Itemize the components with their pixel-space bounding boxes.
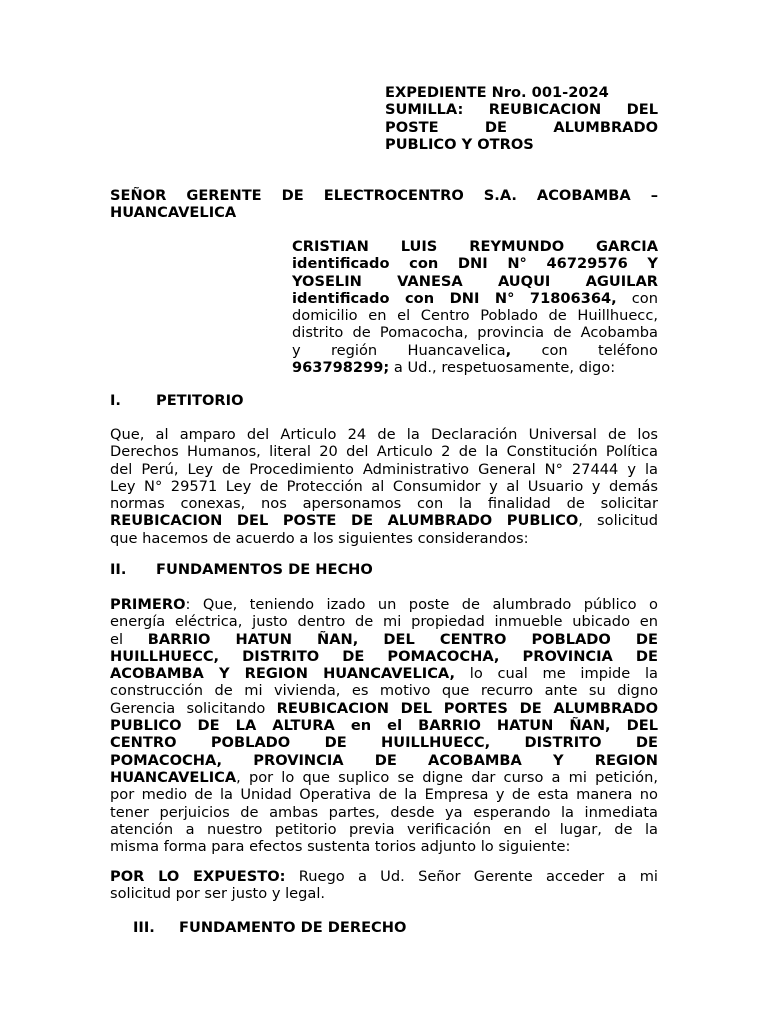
paragraph-line: del Perú, Ley de Procedimiento Administrativo General N° 27444 y la: [110, 460, 658, 478]
phone-number: 963798299;: [292, 359, 390, 377]
paragraph-line: [110, 665, 658, 682]
paragraph-line: tener perjuicios de ambas partes, desde ya esperando la inmediata: [110, 803, 658, 821]
petitioner-name: YOSELIN VANESA AUQUI AGUILAR: [292, 272, 658, 290]
paragraph-line: [110, 631, 658, 648]
petitioner-dni-line: [292, 290, 658, 307]
expuesto-paragraph: [110, 868, 658, 903]
expediente-number: EXPEDIENTE Nro. 001-2024: [385, 84, 609, 101]
paragraph-line: atención a nuestro petitorio previa verificación en el lugar, de la: [110, 820, 658, 838]
paragraph-line: solicitud por ser justo y legal.: [110, 885, 326, 903]
paragraph-line: PUBLICO DE LA ALTURA en el BARRIO HATUN ÑAN, DEL: [110, 717, 658, 735]
paragraph-line: construcción de mi vivienda, es motivo que recurro ante su digno: [110, 682, 658, 700]
paragraph-line: [110, 512, 658, 529]
paragraph-line: misma forma para efectos sustenta torios adjunto lo siguiente:: [110, 838, 571, 856]
domicile-line: domicilio en el Centro Poblado de Huillhuecc,: [292, 307, 658, 325]
text-fragment: ,: [505, 341, 512, 359]
text-fragment: y región Huancavelica: [292, 341, 506, 359]
text-fragment: REUBICACION DEL PORTES DE ALUMBRADO: [276, 699, 658, 717]
text-fragment: REUBICACION DEL POSTE DE ALUMBRADO PUBLICO: [110, 512, 579, 530]
text-fragment: PRIMERO: [110, 596, 186, 613]
text-fragment: lo cual me impide la: [455, 665, 658, 683]
paragraph-line: CENTRO POBLADO DE HUILLHUECC, DISTRITO DE: [110, 734, 658, 752]
case-header: [385, 84, 658, 153]
paragraph-line: que hacemos de acuerdo a los siguientes considerandos:: [110, 529, 529, 547]
domicile-line: distrito de Pomacocha, provincia de Acobamba: [292, 324, 658, 342]
addressee-line: HUANCAVELICA: [110, 204, 237, 222]
petitioner-dni: identificado con DNI N° 71806364,: [292, 289, 617, 307]
text-fragment: HUANCAVELICA: [110, 768, 237, 786]
text-fragment: a Ud., respetuosamente, digo:: [389, 359, 616, 377]
text-fragment: con teléfono: [511, 341, 658, 359]
petitioner-identification: [292, 238, 658, 376]
addressee-line: SEÑOR GERENTE DE ELECTROCENTRO S.A. ACOBAMBA –: [110, 187, 658, 204]
paragraph-line: [110, 769, 658, 786]
text-fragment: , solicitud: [578, 512, 659, 530]
addressee: [110, 187, 658, 222]
hecho-paragraph: [110, 596, 658, 855]
paragraph-line: normas conexas, nos apersonamos con la finalidad de solicitar: [110, 495, 658, 513]
sumilla-line: PUBLICO Y OTROS: [385, 135, 534, 153]
section-title: FUNDAMENTO DE DERECHO: [179, 919, 407, 936]
text-fragment: Ruego a Ud. Señor Gerente acceder a mi: [285, 868, 658, 885]
text-fragment: Gerencia solicitando: [110, 699, 277, 717]
domicile-line: [292, 342, 658, 359]
sumilla-line: POSTE DE ALUMBRADO: [385, 118, 658, 136]
section-number: II.: [110, 561, 127, 578]
petitorio-paragraph: [110, 426, 658, 547]
paragraph-line: POMACOCHA, PROVINCIA DE ACOBAMBA Y REGION: [110, 751, 658, 769]
text-fragment: , por lo que suplico se digne dar curso a mi petición,: [236, 768, 658, 786]
paragraph-line: Ley N° 29571 Ley de Protección al Consumidor y al Usuario y demás: [110, 477, 658, 495]
section-title: PETITORIO: [156, 392, 244, 409]
sumilla-line: SUMILLA: REUBICACION DEL: [385, 101, 658, 119]
text-fragment: POR LO EXPUESTO:: [110, 868, 286, 885]
text-fragment: BARRIO HATUN ÑAN, DEL CENTRO POBLADO DE: [147, 630, 658, 648]
paragraph-line: [110, 700, 658, 717]
paragraph-line: [110, 868, 658, 885]
petitioner-dni: identificado con DNI N° 46729576 Y: [292, 255, 658, 273]
paragraph-line: por medio de la Unidad Operativa de la Empresa y de esta manera no: [110, 786, 658, 804]
text-fragment: con: [616, 289, 658, 307]
text-fragment: el: [110, 630, 148, 648]
paragraph-line: Derechos Humanos, literal 20 del Articulo 2 de la Constitución Política: [110, 443, 658, 461]
section-number: I.: [110, 392, 121, 409]
petitioner-name: CRISTIAN LUIS REYMUNDO GARCIA: [292, 238, 658, 255]
section-title: FUNDAMENTOS DE HECHO: [156, 561, 373, 578]
paragraph-line: energía eléctrica, justo dentro de mi propiedad inmueble ubicado en: [110, 613, 658, 631]
paragraph-line: [110, 596, 658, 613]
section-number: III.: [133, 919, 155, 936]
text-fragment: : Que, teniendo izado un poste de alumbrado público o: [185, 596, 658, 613]
phone-line: [292, 359, 658, 376]
paragraph-line: HUILLHUECC, DISTRITO DE POMACOCHA, PROVINCIA DE: [110, 647, 658, 665]
text-fragment: ACOBAMBA Y REGION HUANCAVELICA,: [110, 665, 456, 683]
paragraph-line: Que, al amparo del Articulo 24 de la Declaración Universal de los: [110, 426, 658, 443]
